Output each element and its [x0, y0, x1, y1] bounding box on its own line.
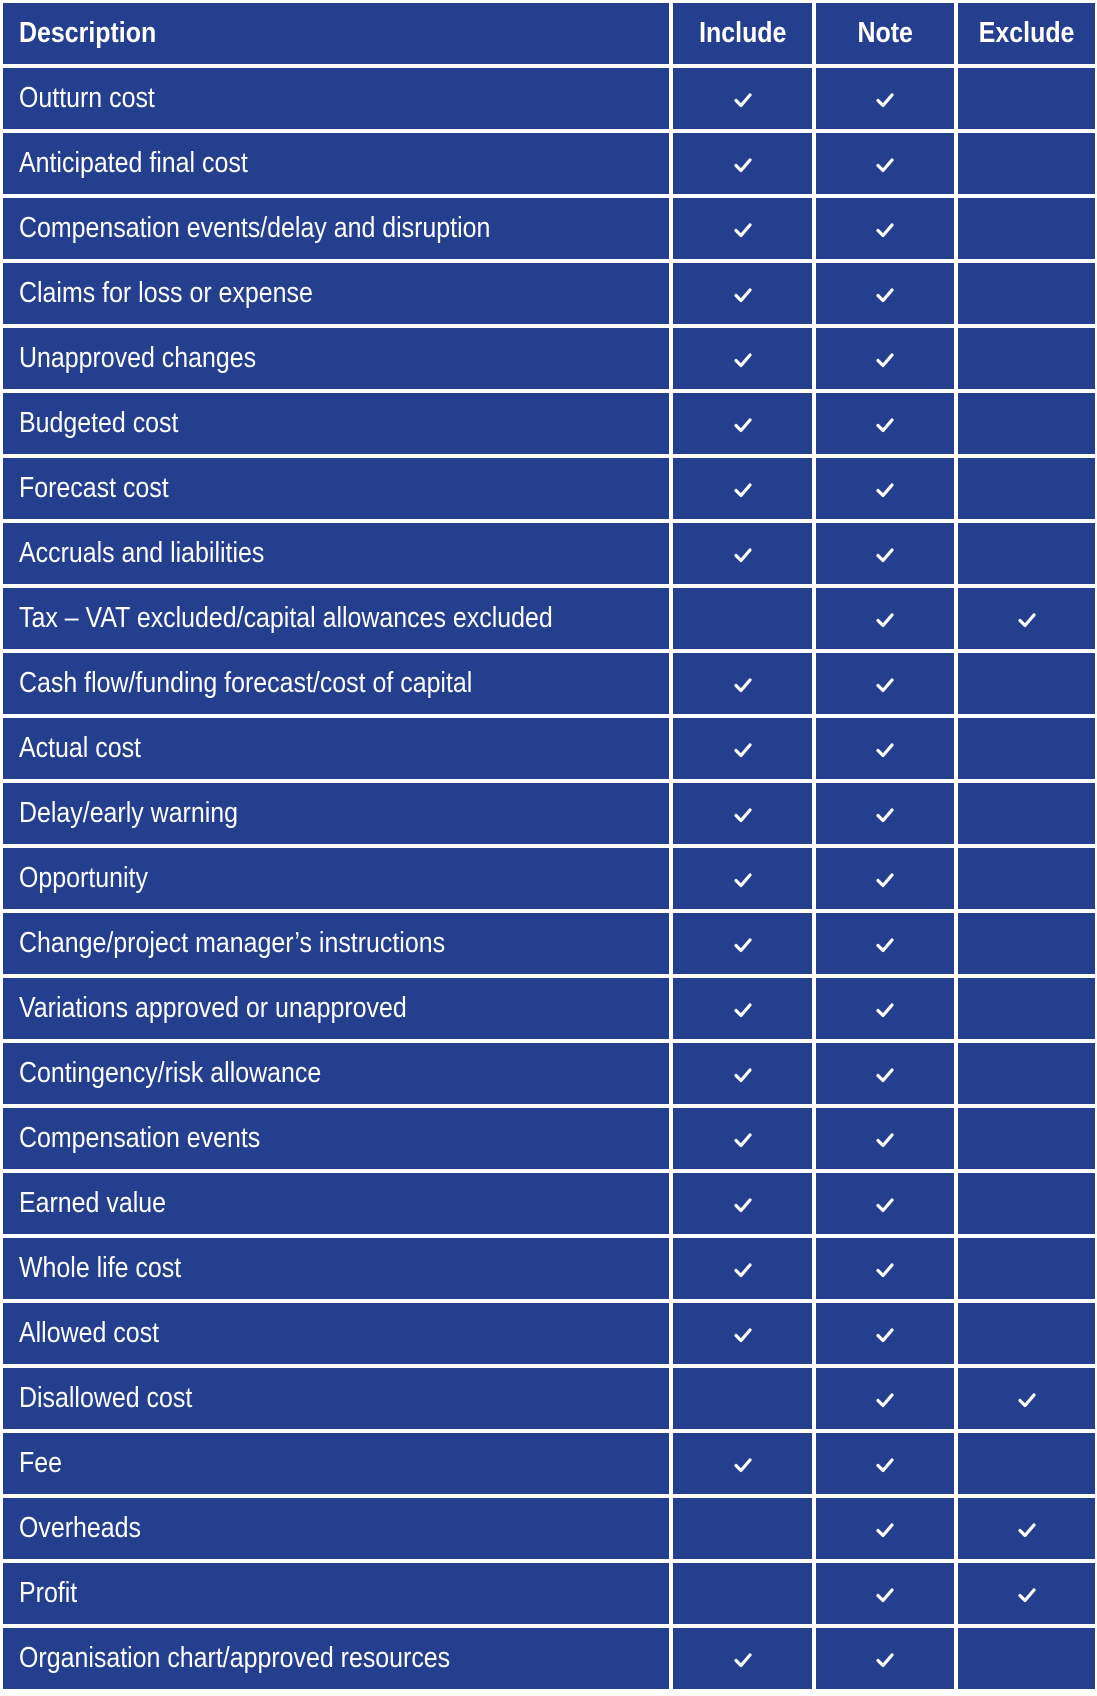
row-note-cell: [816, 1043, 954, 1104]
checkmark-icon: [733, 415, 753, 435]
table-row: [3, 1563, 1095, 1624]
row-description: Anticipated final cost: [19, 147, 248, 179]
header-description: [3, 3, 669, 64]
row-description-cell: [3, 913, 669, 974]
checkmark-icon: [733, 805, 753, 825]
checkmark-icon: [733, 1130, 753, 1150]
row-description: Change/project manager’s instructions: [19, 927, 446, 959]
row-include-cell: [673, 393, 812, 454]
checkmark-icon: [875, 1260, 895, 1280]
row-description-cell: [3, 198, 669, 259]
row-include-cell: [673, 1303, 812, 1364]
row-exclude-cell: [958, 1628, 1095, 1689]
row-description: Whole life cost: [19, 1252, 182, 1284]
row-note-cell: [816, 1628, 954, 1689]
checkmark-icon: [733, 1650, 753, 1670]
row-description-cell: [3, 653, 669, 714]
checkmark-icon: [875, 1195, 895, 1215]
checkmark-icon: [875, 1520, 895, 1540]
row-description-cell: [3, 1433, 669, 1494]
row-note-cell: [816, 1173, 954, 1234]
row-note-cell: [816, 523, 954, 584]
row-include-cell: [673, 1108, 812, 1169]
row-include-cell: [673, 1173, 812, 1234]
row-description-cell: [3, 458, 669, 519]
checkmark-icon: [875, 1455, 895, 1475]
header-note: [816, 3, 954, 64]
row-description: Delay/early warning: [19, 797, 239, 829]
checkmark-icon: [733, 935, 753, 955]
table-row: [3, 68, 1095, 129]
row-note-cell: [816, 1433, 954, 1494]
row-include-cell: [673, 653, 812, 714]
checkmark-icon: [875, 740, 895, 760]
table-row: [3, 133, 1095, 194]
row-include-cell: [673, 133, 812, 194]
checkmark-icon: [875, 350, 895, 370]
row-note-cell: [816, 1368, 954, 1429]
header-exclude: [958, 3, 1095, 64]
table-row: [3, 783, 1095, 844]
row-description-cell: [3, 328, 669, 389]
row-description-cell: [3, 263, 669, 324]
table-row: [3, 1043, 1095, 1104]
row-description-cell: [3, 718, 669, 779]
row-description: Tax – VAT excluded/capital allowances excluded: [19, 602, 553, 634]
row-description-cell: [3, 523, 669, 584]
table-row: [3, 1173, 1095, 1234]
table-row: [3, 1368, 1095, 1429]
checkmark-icon: [875, 675, 895, 695]
table-row: [3, 1498, 1095, 1559]
table-row: [3, 718, 1095, 779]
checkmark-icon: [733, 1325, 753, 1345]
checkmark-icon: [875, 220, 895, 240]
checkmark-icon: [875, 610, 895, 630]
row-description: Contingency/risk allowance: [19, 1057, 322, 1089]
checkmark-icon: [875, 935, 895, 955]
checkmark-icon: [733, 870, 753, 890]
row-exclude-cell: [958, 458, 1095, 519]
row-description: Compensation events/delay and disruption: [19, 212, 491, 244]
row-include-cell: [673, 458, 812, 519]
checkmark-icon: [875, 805, 895, 825]
checkmark-icon: [1017, 1520, 1037, 1540]
row-include-cell: [673, 263, 812, 324]
row-description-cell: [3, 978, 669, 1039]
row-exclude-cell: [958, 978, 1095, 1039]
row-exclude-cell: [958, 1498, 1095, 1559]
table-row: [3, 198, 1095, 259]
checkmark-icon: [733, 1195, 753, 1215]
row-note-cell: [816, 263, 954, 324]
row-exclude-cell: [958, 783, 1095, 844]
checkmark-icon: [733, 1455, 753, 1475]
table-row: [3, 263, 1095, 324]
row-exclude-cell: [958, 588, 1095, 649]
row-note-cell: [816, 1303, 954, 1364]
row-description-cell: [3, 1043, 669, 1104]
table-row: [3, 1628, 1095, 1689]
row-include-cell: [673, 978, 812, 1039]
row-description: Cash flow/funding forecast/cost of capital: [19, 667, 473, 699]
header-exclude-label: Exclude: [978, 17, 1075, 49]
row-note-cell: [816, 783, 954, 844]
table-row: [3, 978, 1095, 1039]
row-include-cell: [673, 718, 812, 779]
row-description-cell: [3, 783, 669, 844]
row-description-cell: [3, 393, 669, 454]
checkmark-icon: [733, 1260, 753, 1280]
row-exclude-cell: [958, 1303, 1095, 1364]
row-description-cell: [3, 1563, 669, 1624]
row-description: Fee: [19, 1447, 62, 1479]
checkmark-icon: [1017, 1585, 1037, 1605]
checkmark-icon: [733, 480, 753, 500]
checkmark-icon: [733, 545, 753, 565]
header-note-label: Note: [857, 17, 913, 49]
row-description-cell: [3, 1108, 669, 1169]
checkmark-icon: [875, 155, 895, 175]
row-description: Outturn cost: [19, 82, 155, 114]
table-row: [3, 913, 1095, 974]
row-description: Variations approved or unapproved: [19, 992, 407, 1024]
table-row: [3, 1108, 1095, 1169]
row-note-cell: [816, 1498, 954, 1559]
row-description: Budgeted cost: [19, 407, 179, 439]
checkmark-icon: [875, 285, 895, 305]
checkmark-icon: [875, 1000, 895, 1020]
checkmark-icon: [875, 1650, 895, 1670]
checkmark-icon: [733, 1065, 753, 1085]
table-row: [3, 588, 1095, 649]
checkmark-icon: [875, 415, 895, 435]
row-exclude-cell: [958, 263, 1095, 324]
row-include-cell: [673, 1563, 812, 1624]
checkmark-icon: [733, 220, 753, 240]
row-include-cell: [673, 328, 812, 389]
row-note-cell: [816, 1108, 954, 1169]
row-description-cell: [3, 1303, 669, 1364]
row-description-cell: [3, 1628, 669, 1689]
row-exclude-cell: [958, 848, 1095, 909]
row-description: Disallowed cost: [19, 1382, 193, 1414]
row-exclude-cell: [958, 1433, 1095, 1494]
row-description: Forecast cost: [19, 472, 169, 504]
table-row: [3, 523, 1095, 584]
table-body: [3, 68, 1095, 1689]
row-note-cell: [816, 653, 954, 714]
row-include-cell: [673, 1368, 812, 1429]
checkmark-icon: [875, 1325, 895, 1345]
row-include-cell: [673, 198, 812, 259]
row-description: Overheads: [19, 1512, 141, 1544]
row-exclude-cell: [958, 1368, 1095, 1429]
row-exclude-cell: [958, 718, 1095, 779]
row-exclude-cell: [958, 1173, 1095, 1234]
checkmark-icon: [875, 90, 895, 110]
row-description-cell: [3, 1173, 669, 1234]
row-description: Profit: [19, 1577, 78, 1609]
row-description: Unapproved changes: [19, 342, 257, 374]
header-include: [673, 3, 812, 64]
table-row: [3, 328, 1095, 389]
row-include-cell: [673, 1498, 812, 1559]
row-exclude-cell: [958, 1043, 1095, 1104]
row-exclude-cell: [958, 1238, 1095, 1299]
row-description-cell: [3, 1368, 669, 1429]
row-include-cell: [673, 523, 812, 584]
row-include-cell: [673, 1433, 812, 1494]
row-description: Organisation chart/approved resources: [19, 1642, 451, 1674]
row-note-cell: [816, 328, 954, 389]
row-include-cell: [673, 848, 812, 909]
table-row: [3, 848, 1095, 909]
row-description: Actual cost: [19, 732, 141, 764]
row-description: Allowed cost: [19, 1317, 160, 1349]
row-exclude-cell: [958, 133, 1095, 194]
row-note-cell: [816, 913, 954, 974]
checkmark-icon: [733, 1000, 753, 1020]
row-include-cell: [673, 588, 812, 649]
row-include-cell: [673, 1238, 812, 1299]
row-note-cell: [816, 1563, 954, 1624]
row-include-cell: [673, 1043, 812, 1104]
row-note-cell: [816, 68, 954, 129]
checkmark-icon: [1017, 1390, 1037, 1410]
row-description-cell: [3, 68, 669, 129]
row-description-cell: [3, 848, 669, 909]
table-row: [3, 653, 1095, 714]
header-description-label: Description: [19, 17, 157, 49]
checkmark-icon: [875, 1585, 895, 1605]
row-note-cell: [816, 393, 954, 454]
table-header: [3, 3, 1095, 64]
row-exclude-cell: [958, 1108, 1095, 1169]
table-row: [3, 1303, 1095, 1364]
row-exclude-cell: [958, 1563, 1095, 1624]
row-include-cell: [673, 1628, 812, 1689]
checkmark-icon: [733, 350, 753, 370]
row-include-cell: [673, 68, 812, 129]
table-row: [3, 393, 1095, 454]
row-include-cell: [673, 783, 812, 844]
row-include-cell: [673, 913, 812, 974]
row-exclude-cell: [958, 913, 1095, 974]
row-note-cell: [816, 718, 954, 779]
row-exclude-cell: [958, 523, 1095, 584]
checkmark-icon: [875, 1130, 895, 1150]
row-description-cell: [3, 588, 669, 649]
table-row: [3, 1433, 1095, 1494]
cost-classification-table-container: [3, 3, 1095, 1693]
checkmark-icon: [875, 870, 895, 890]
row-note-cell: [816, 458, 954, 519]
row-exclude-cell: [958, 653, 1095, 714]
row-description: Opportunity: [19, 862, 148, 894]
checkmark-icon: [733, 675, 753, 695]
row-exclude-cell: [958, 68, 1095, 129]
checkmark-icon: [875, 1065, 895, 1085]
row-note-cell: [816, 1238, 954, 1299]
row-exclude-cell: [958, 393, 1095, 454]
row-description-cell: [3, 1498, 669, 1559]
checkmark-icon: [733, 285, 753, 305]
row-note-cell: [816, 133, 954, 194]
checkmark-icon: [733, 155, 753, 175]
header-row: [3, 3, 1095, 64]
row-exclude-cell: [958, 198, 1095, 259]
header-include-label: Include: [698, 17, 787, 49]
checkmark-icon: [875, 480, 895, 500]
checkmark-icon: [875, 545, 895, 565]
row-description: Claims for loss or expense: [19, 277, 313, 309]
row-note-cell: [816, 198, 954, 259]
row-description-cell: [3, 133, 669, 194]
row-note-cell: [816, 848, 954, 909]
checkmark-icon: [1017, 610, 1037, 630]
row-description: Earned value: [19, 1187, 166, 1219]
checkmark-icon: [733, 740, 753, 760]
table-row: [3, 1238, 1095, 1299]
row-note-cell: [816, 978, 954, 1039]
row-exclude-cell: [958, 328, 1095, 389]
row-description: Compensation events: [19, 1122, 261, 1154]
row-description-cell: [3, 1238, 669, 1299]
row-note-cell: [816, 588, 954, 649]
checkmark-icon: [875, 1390, 895, 1410]
row-description: Accruals and liabilities: [19, 537, 265, 569]
table-row: [3, 458, 1095, 519]
checkmark-icon: [733, 90, 753, 110]
